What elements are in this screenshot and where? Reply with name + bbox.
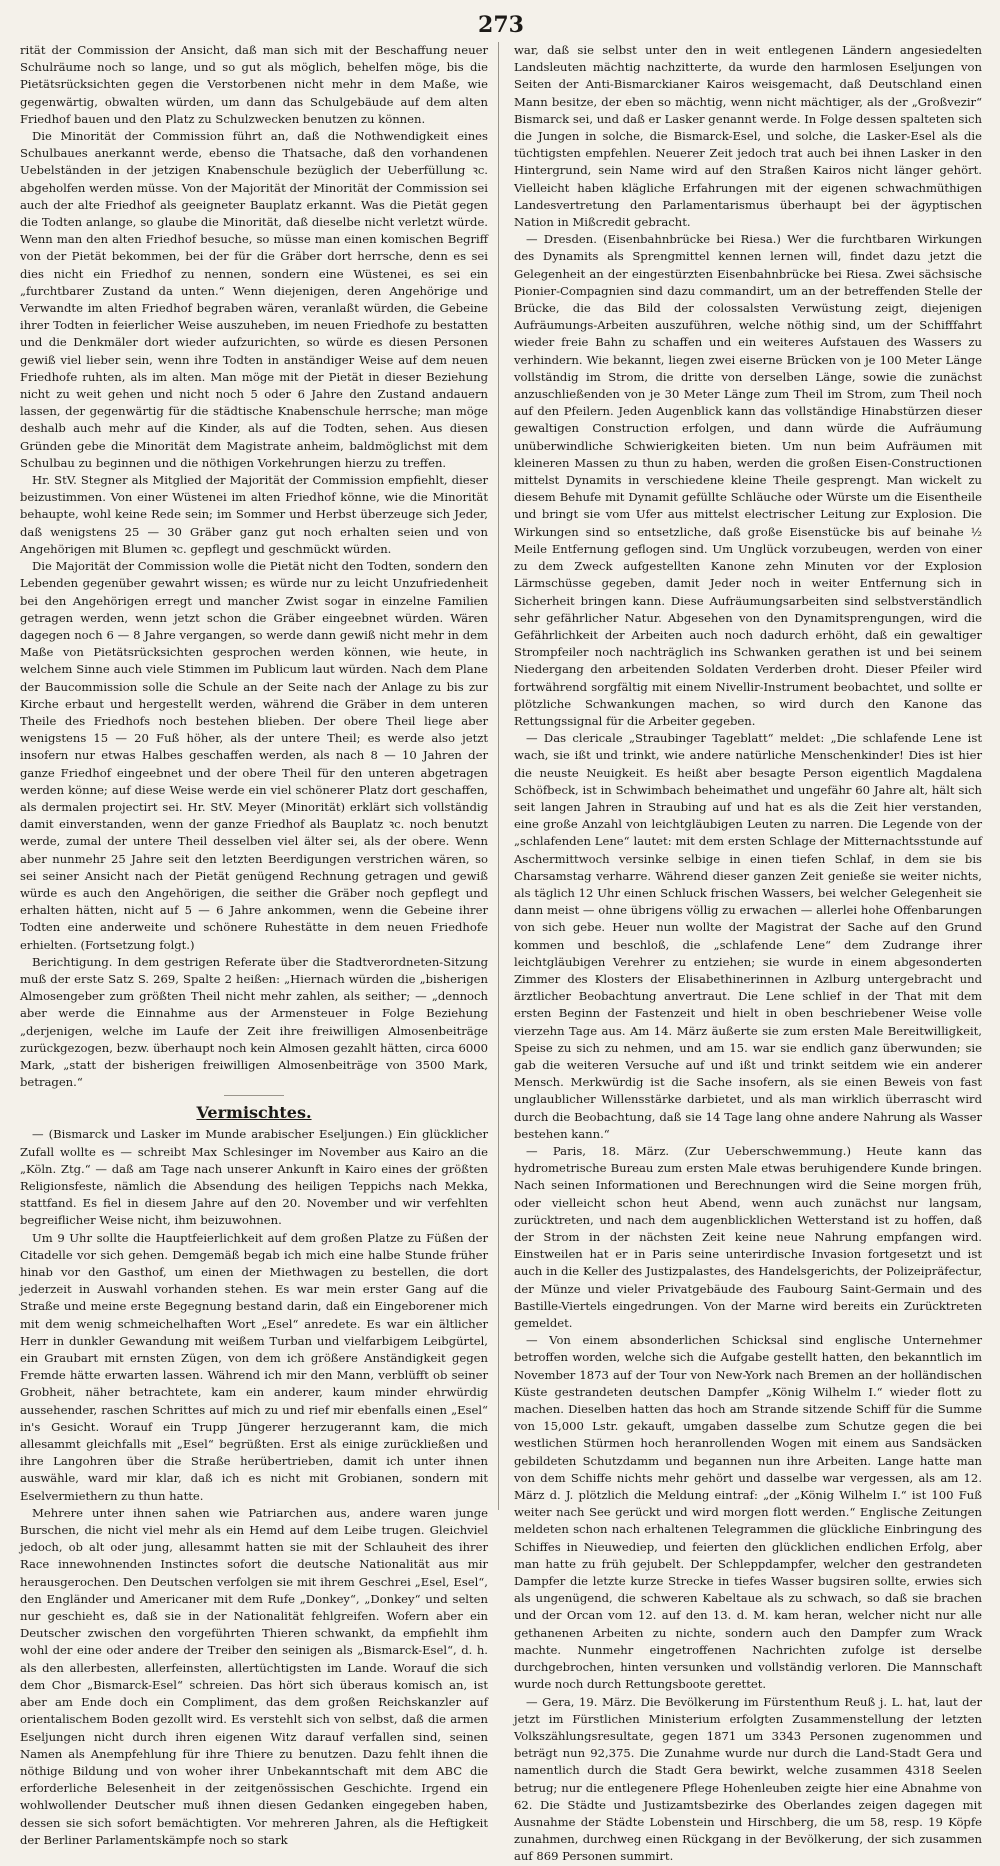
- right-paragraph-6: — Gera, 19. März. Die Bevölkerung im Fürstenthum Reuß j. L. hat, laut der jetzt im Fürstlichen Ministerium erfolgten Zusammenstellung der letzten Volkszählungsresultate, gegen 1871 um 3343 Personen zugenommen und beträgt nun 92,375. Die Zunahme wurde nur durch die Land-Stadt Gera und namentlich durch die Stadt Gera bewirkt, welche zusammen 4318 Seelen betrug; nur die entlegenere Pflege Hohenleuben zeigte hier eine Abnahme von 62. Die Städte und Justizamtsbezirke des Oberlandes zeigen dagegen mit Ausnahme der Städte Lobenstein und Hirschberg, die um 58, resp. 19 Köpfe zunahmen, durchweg einen Rückgang in der Bevölkerung, der sich zusammen auf 869 Personen summirt.: [514, 1694, 982, 1864]
- article-paragraph-2: Um 9 Uhr sollte die Hauptfeierlichkeit auf dem großen Platze zu Füßen der Citadelle vor sich gehen. Demgemäß begab ich mich eine halbe Stunde früher hinab vor den Gasthof, um einen der Miethwagen zu bestellen, die dort jederzeit in Auswahl vorhanden stehen. Es war mein erster Gang auf die Straße und meine erste Begegnung bestand darin, daß ein Eingeborener mich mit dem wenig schmeichelhaften Wort „Esel“ anredete. Es war ein ältlicher Herr in dunkler Gewandung mit weißem Turban und vielfarbigem Leibgürtel, ein Graubart mit ernsten Zügen, von dem ich größere Anständigkeit gegen Fremde hätte erwarten lassen. Während ich mir den Mann, verblüfft ob seiner Grobheit, näher betrachtete, kam ein anderer, kaum minder ehrwürdig aussehender, raschen Schrittes auf mich zu und rief mir ebenfalls einen „Esel“ in's Gesicht. Worauf ein Trupp Jüngerer herzugerannt kam, die mich allesammt gleichfalls mit „Esel“ begrüßten. Erst als einige zurückließen und ihre Langohren über die Straße herübertrieben, damit ich unter ihnen auswähle, ward mir klar, daß ich es nicht mit Grobianen, sondern mit Eselvermiethern zu thun hatte.: [20, 1230, 488, 1503]
- section-title: Vermischtes.: [196, 1103, 312, 1123]
- left-paragraph-4: Die Majorität der Commission wolle die Pietät nicht den Todten, sondern den Lebenden gegenüber gewahrt wissen; es würde nur zu leicht Unzufriedenheit bei den Angehörigen erregt und mancher Zwist sogar in einzelne Familien getragen werden, wenn jetzt schon die Gräber eingeebnet würden. Wären dagegen noch 6 — 8 Jahre vergangen, so werde dann gewiß nicht mehr in dem Maße von Pietätsrücksichten gesprochen werden können, wie heute, in welchem Sinne auch viele Stimmen im Publicum laut würden. Nach dem Plane der Baucommission solle die Schule an der Seite nach der Anlage zu bis zur Kirche erbaut und hergestellt werden, während die Gräber in dem unteren Theile des Friedhofs noch bestehen blieben. Der obere Theil liege aber wenigstens 15 — 20 Fuß höher, als der untere Theil; es werde also jetzt insofern nur etwas Halbes geschaffen werden, als nach 8 — 10 Jahren der ganze Friedhof eingeebnet und der obere Theil für den unteren abgetragen werden könne; auf diese Weise werde ein viel schönerer Platz dort geschaffen, als dermalen projectirt sei. Hr. StV. Meyer (Minorität) erklärt sich vollständig damit einverstanden, wenn der ganze Friedhof als Bauplatz ꝛc. noch benutzt werde, zumal der untere Theil desselben viel älter sei, als der obere. Wenn aber nunmehr 25 Jahre seit den letzten Beerdigungen verstrichen wären, so sei seiner Ansicht nach der Pietät genügend Rechnung getragen und gewiß würde es auch den Angehörigen, die seither die Gräber noch gepflegt und erhalten hätten, nicht auf 5 — 6 Jahre ankommen, wenn die Gebeine ihrer Todten eine anderweite und schönere Ruhestätte in dem neuen Friedhofe erhielten. (Fortsetzung folgt.): [20, 559, 488, 952]
- article-paragraph-3: Mehrere unter ihnen sahen wie Patriarchen aus, andere waren junge Burschen, die nicht viel mehr als ein Hemd auf dem Leibe trugen. Gleichviel jedoch, ob alt oder jung, allesammt hatten sie mit der Schlauheit des ihrer Race innewohnenden Instinctes sofort die deutsche Nationalität aus mir herausgerochen. Den Deutschen verfolgen sie mit ihrem Geschrei „Esel, Esel“, den Engländer und Americaner mit dem Rufe „Donkey“, „Donkey“ und selten nur geschieht es, daß sie in der Nationalität fehlgreifen. Wofern aber ein Deutscher zwischen den vorgeführten Thieren schwankt, da empfiehlt ihm wohl der eine oder andere der Treiber den seinigen als „Bismarck-Esel“, d. h. als den allerbesten, allerfeinsten, allertüchtigsten im Lande. Worauf die sich dem Chor „Bismarck-Esel“ schreien. Das hört sich überaus komisch an, ist aber am Ende doch ein Compliment, das dem großen Reichskanzler auf orientalischem Boden gezollt wird. Es verstehlt sich von selbst, daß die armen Eseljungen nicht durch ihren eigenen Witz darauf verfallen sind, seinen Namen als Anempfehlung für ihre Thiere zu benutzen. Dazu fehlt ihnen die nöthige Bildung und von woher ihrer Unbekanntschaft mit dem ABC die erforderliche Belesenheit in der zeitgenössischen Geschichte. Irgend ein wohlwollender Deutscher muß ihnen diesen Gedanken eingegeben haben, dessen sie sich sofort bemächtigten. Vor mehreren Jahren, als die Heftigkeit der Berliner Parlamentskämpfe noch so stark: [20, 1505, 488, 1847]
- right-paragraph-1: war, daß sie selbst unter den in weit entlegenen Ländern angesiedelten Landsleuten mächtig nachzitterte, da wurde den harmlosen Eseljungen von Seiten der Anti-Bismarckianer Kairos weisgemacht, daß Deutschland einen Mann besitze, der eben so mächtig, wenn nicht mächtiger, als der „Großvezir“ Bismarck sei, und daß er Lasker genannt werde. In Folge dessen spalteten sich die Jungen in solche, die Bismarck-Esel, und solche, die Lasker-Esel als die tüchtigsten empfehlen. Neuerer Zeit jedoch trat auch bei ihnen Lasker in den Hintergrund, sein Name wird auf den Straßen Kairos nicht länger gehört. Vielleicht haben klägliche Erfahrungen mit der eigenen schwachmüthigen Landesvertretung den Parlamentarismus überhaupt bei der ägyptischen Nation in Mißcredit gebracht.: [514, 43, 983, 230]
- article-paragraph-1: — (Bismarck und Lasker im Munde arabischer Eseljungen.) Ein glücklicher Zufall wollte es — schreibt Max Schlesinger im November aus Kairo an die „Köln. Ztg.“ — daß am Tage nach unserer Ankunft in Kairo eines der größten Religionsfeste, nämlich die Absendung des heiligen Teppichs nach Mekka, stattfand. Es fiel in diesem Jahre auf den 20. November und wir verfehlten begreiflicher Weise nicht, ihm beizuwohnen.: [20, 1127, 488, 1228]
- left-column: [20, 42, 499, 1847]
- right-paragraph-5: — Von einem absonderlichen Schicksal sind englische Unternehmer betroffen worden, welche sich die Aufgabe gestellt hatten, den bekanntlich im November 1873 auf der Tour von New-York nach Bremen an der holländischen Küste gestrandeten deutschen Dampfer „König Wilhelm I.“ wieder flott zu machen. Dieselben hatten das hoch am Strande sitzende Schiff für die Summe von 15,000 Lstr. gekauft, umgaben dasselbe zum Schutze gegen die bei westlichen Stürmen hoch heranrollenden Wogen mit einem aus Sandsäcken gebildeten Schutzdamm und begannen nun ihre Arbeiten. Lange hatte man von dem Schiffe nichts mehr gehört und dasselbe war vergessen, als am 12. März d. J. plötzlich die Meldung eintraf: „der „König Wilhelm I.“ ist 100 Fuß weiter nach See gerückt und wird morgen flott werden.“ Englische Zeitungen meldeten schon nach erhaltenen Telegrammen die glückliche Einbringung des Schiffes in Nieuwediep, und feierten den glücklichen endlichen Erfolg, aber man hatte zu früh gejubelt. Der Schleppdampfer, welcher den gestrandeten Dampfer die letzte kurze Strecke in tiefes Wasser bugsiren sollte, erwies sich als ungenügend, die schweren Kabeltaue als zu schwach, so daß sie brachen und der Orcan vom 12. auf den 13. d. M. kam heran, welcher nicht nur alle gethanenen Arbeiten zu nichte, sondern auch den Dampfer zum Wrack machte. Nunmehr eingetroffenen Nachrichten zufolge ist derselbe durchgebrochen, hinten versunken und vollständig verloren. Die Mannschaft wurde noch durch Rettungsboote gerettet.: [514, 1333, 982, 1692]
- left-paragraph-1: rität der Commission der Ansicht, daß man sich mit der Beschaffung neuer Schulräume noch so lange, und so gut als möglich, behelfen möge, bis die Pietätsrücksichten gegen die Verstorbenen nicht mehr in dem Maße, wie gegenwärtig, obwalten würden, um dann das Schulgebäude auf dem alten Friedhof bauen und den Platz zu Schulzwecken benutzen zu können.: [20, 43, 488, 126]
- section-divider: [224, 1095, 284, 1096]
- left-paragraph-2: Die Minorität der Commission führt an, daß die Nothwendigkeit eines Schulbaues anerkannt werde, ebenso die Thatsache, daß den vorhandenen Uebelständen in der jetzigen Knabenschule bezüglich der Ueberfüllung ꝛc. abgeholfen werden müsse. Von der Majorität der Minorität der Commission sei auch der alte Friedhof als geeigneter Bauplatz erkannt. Was die Pietät gegen die Todten anlange, so glaube die Minorität, daß dieselbe nicht verletzt würde. Wenn man den alten Friedhof besuche, so müsse man einen komischen Begriff von der Pietät bekommen, bei der für die Gräber dort herrsche, denn es sei dies nicht ein Friedhof zu nennen, sondern eine Wüstenei, es sei ein „furchtbarer Zustand da unten.“ Wenn diejenigen, deren Angehörige und Verwandte im alten Friedhof begraben wären, veranlaßt würden, die Gebeine ihrer Todten in feierlicher Weise auszuheben, im neuen Friedhofe zu bestatten und die Denkmäler dort wieder aufzurichten, so würde es diesen Personen gewiß viel lieber sein, wenn ihre Todten in anständiger Weise auf dem neuen Friedhofe ruhten, als im alten. Man möge mit der Pietät in dieser Beziehung nicht zu weit gehen und nicht noch 5 oder 6 Jahre den Zustand andauern lassen, der gegenwärtig für die städtische Knabenschule herrsche; man möge deshalb auch mehr auf die Kinder, als auf die Todten, sehen. Aus diesen Gründen gebe die Minorität dem Magistrate anheim, baldmöglichst mit dem Schulbau zu beginnen und die nöthigen Vorkehrungen hierzu zu treffen.: [20, 129, 488, 470]
- right-column: [510, 42, 983, 1864]
- left-paragraph-3: Hr. StV. Stegner als Mitglied der Majorität der Commission empfiehlt, dieser beizustimmen. Von einer Wüstenei im alten Friedhof könne, wie die Minorität behaupte, wohl keine Rede sein; im Sommer und Herbst überzeuge sich Jeder, daß wenigstens 25 — 30 Gräber ganz gut noch erhalten seien und von Angehörigen mit Blumen ꝛc. gepflegt und geschmückt würden.: [20, 473, 488, 556]
- columns: [20, 42, 983, 1864]
- right-paragraph-2: — Dresden. (Eisenbahnbrücke bei Riesa.) Wer die furchtbaren Wirkungen des Dynamits als Sprengmittel kennen lernen will, findet dazu jetzt die Gelegenheit an der eingestürzten Eisenbahnbrücke bei Riesa. Zwei sächsische Pionier-Compagnien sind dazu commandirt, um an der betreffenden Stelle der Brücke, die das Bild der colossalsten Verwüstung zeigt, diejenigen Aufräumungs-Arbeiten auszuführen, welche nöthig sind, um der Schifffahrt wieder freie Bahn zu schaffen und ein weiteres Aufstauen des Wassers zu verhindern. Wie bekannt, liegen zwei eiserne Brücken von je 100 Meter Länge vollständig im Strom, die dritte von derselben Länge, sowie die zunächst anzuschließenden von je 30 Meter Länge zum Theil im Strom, zum Theil noch auf den Pfeilern. Jeden Augenblick kann das vollständige Hinabstürzen dieser gewaltigen Construction erfolgen, und dann würde die Aufräumung unüberwindliche Schwierigkeiten bieten. Um nun beim Aufräumen mit kleineren Massen zu thun zu haben, werden die großen Eisen-Constructionen mittelst Dynamits in verschiedene kleine Theile gesprengt. Man wickelt zu diesem Behufe mit Dynamit gefüllte Schläuche oder Würste um die Eisentheile und bringt sie vom Ufer aus mittelst electrischer Leitung zur Explosion. Die Wirkungen sind so entsetzliche, daß große Eisenstücke bis auf beinahe ½ Meile Entfernung geflogen sind. Um Unglück vorzubeugen, werden von einer zu dem Zweck aufgestellten Kanone zehn Minuten vor der Explosion Lärmschüsse gegeben, damit Jeder noch in weiter Entfernung sich in Sicherheit bringen kann. Diese Aufräumungsarbeiten sind selbstverständlich sehr gefährlicher Natur. Abgesehen von den Dynamitsprengungen, wird die Gefährlichkeit der Arbeiten auch noch dadurch erhöht, daß ein gewaltiger Strompfeiler noch nachträglich ins Schwanken gerathen ist und bei seinem Niedergang den arbeitenden Soldaten Verderben droht. Dieser Pfeiler wird fortwährend sorgfältig mit einem Nivellir-Instrument beobachtet, und sollte er plötzliche Schwankungen machen, so wird durch den Kanone das Rettungssignal für die Arbeiter gegeben.: [514, 232, 982, 728]
- page-number: 273: [478, 12, 524, 38]
- right-paragraph-4: — Paris, 18. März. (Zur Ueberschwemmung.) Heute kann das hydrometrische Bureau zum ersten Male etwas beruhigendere Kunde bringen. Nach seinen Informationen und Berechnungen wird die Seine morgen früh, oder vielleicht schon heut Abend, wenn auch zunächst nur langsam, zurücktreten, und nach dem augenblicklichen Wetterstand ist zu hoffen, daß der Strom in der nächsten Zeit keine neue Nahrung empfangen wird. Einstweilen hat er in Paris seine unterirdische Invasion fortgesetzt und ist auch in die Keller des Justizpalastes, des Handelsgerichts, der Polizeipräfectur, der Münze und vieler Privatgebäude des Faubourg Saint-Germain und des Bastille-Viertels eingedrungen. Von der Marne wird bereits ein Zurücktreten gemeldet.: [514, 1144, 982, 1331]
- left-paragraph-5: Berichtigung. In dem gestrigen Referate über die Stadtverordneten-Sitzung muß der erste Satz S. 269, Spalte 2 heißen: „Hiernach würden die „bisherigen Almosengeber zum größten Theil nicht mehr zahlen, als seither; — „dennoch aber werde die Einnahme aus der Armensteuer in Folge Beziehung „derjenigen, welche im Laufe der Zeit ihre freiwilligen Almosenbeiträge zurückgezogen, bezw. überhaupt noch kein Almosen gezahlt hätten, circa 6000 Mark, „statt der bisherigen freiwilligen Almosenbeiträge von 3500 Mark, betragen.“: [20, 954, 488, 1090]
- right-paragraph-3: — Das clericale „Straubinger Tageblatt“ meldet: „Die schlafende Lene ist wach, sie ißt und trinkt, wie andere natürliche Menschenkinder! Dies ist hier die neuste Neuigkeit. Es heißt aber besagte Person eigentlich Magdalena Schöfbeck, ist in Schwimbach beheimathet und ungefähr 60 Jahre alt, hält sich seit langen Jahren in Straubing auf und hat es als die Zeit hier verstanden, eine große Anzahl von leichtgläubigen Leuten zu narren. Die Legende von der „schlafenden Lene“ lautet: mit dem ersten Schlage der Mitternachtsstunde auf Aschermittwoch versinke selbige in einen tiefen Schlaf, in dem sie bis Charsamstag verharre. Während dieser ganzen Zeit genieße sie weiter nichts, als täglich 12 Uhr einen Schluck frischen Wassers, bei welcher Gelegenheit sie dann meist — ohne übrigens völlig zu erwachen — allerlei hohe Offenbarungen von sich gebe. Heuer nun wollte der Magistrat der Sache auf den Grund kommen und beschloß, die „schlafende Lene“ dem Zudrange ihrer leichtgläubigen Verehrer zu entziehen; sie wurde in einem abgesonderten Zimmer des Klosters der Elisabethinerinnen in Azlburg untergebracht und ärztlicher Beobachtung anvertraut. Die Lene schlief in der That mit dem ersten Beginn der Fastenzeit und hielt in oben beschriebener Weise volle vierzehn Tage aus. Am 14. März äußerte sie zum ersten Male Bereitwilligkeit, Speise zu sich zu nehmen, und am 15. war sie endlich ganz überwunden; sie gab die weiteren Versuche auf und ißt und trinkt seitdem wie ein anderer Mensch. Merkwürdig ist die Sache insofern, als sie einen Beweis von fast unglaublicher Willensstärke darbietet, und als man wirklich überrascht wird durch die Beobachtung, daß sie 14 Tage lang ohne andere Nahrung als Wasser bestehen kann.“: [514, 731, 982, 1141]
